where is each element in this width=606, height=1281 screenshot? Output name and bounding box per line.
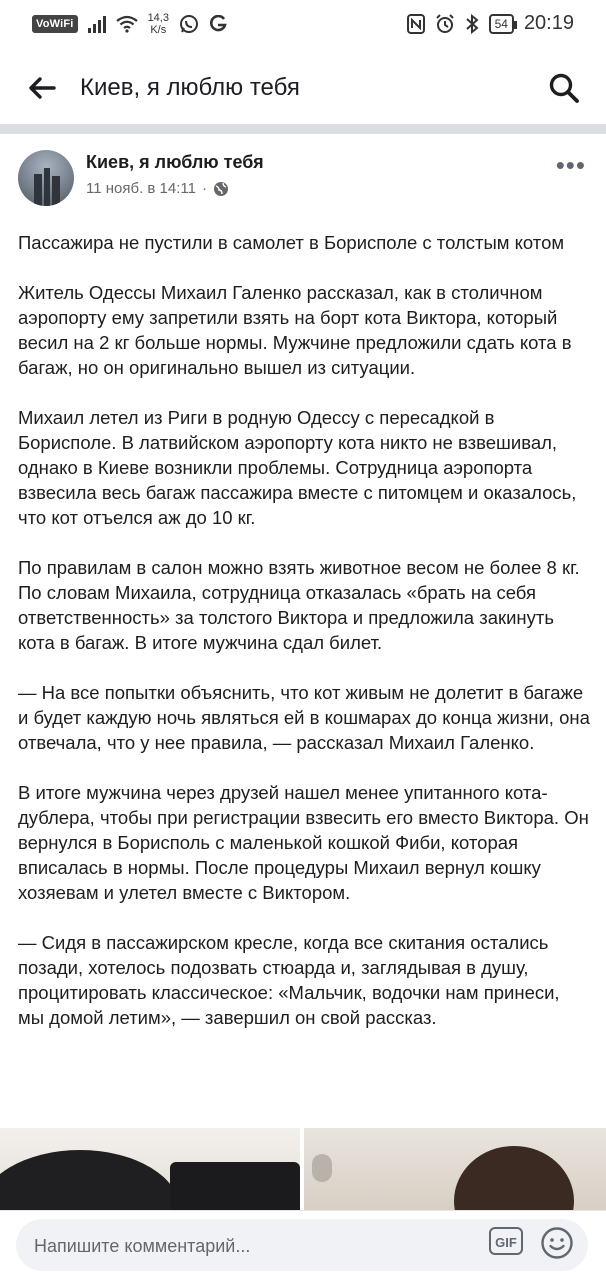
post-paragraph: По правилам в салон можно взять животное весом не более 8 кг. По словам Михаила, сотрудница отказалась «брать на себя ответственность» за толстого Виктора и предложила закинуть кота в багаж. В итоге мужчина сдал билет.	[18, 557, 580, 653]
speed-value: 14,3	[147, 12, 169, 24]
meta-separator-icon: ·	[201, 180, 207, 197]
post-photo[interactable]	[304, 1128, 606, 1210]
post-photo[interactable]	[0, 1128, 300, 1210]
post-paragraph: — На все попытки объяснить, что кот живым не долетит в багаже и будет каждую ночь являться ей в кошмарах до конца жизни, она отвечала, что у нее правила, — рассказал Михаил Галенко.	[18, 682, 590, 753]
toolbar	[0, 52, 606, 124]
globe-icon	[213, 181, 229, 197]
post-paragraph: В итоге мужчина через друзей нашел менее упитанного кота-дублера, чтобы при регистрации взвесить его вместо Виктора. Он вернулся в Борисполь с маленькой кошкой Фиби, которая вписалась в нормы. После процедуры Михаил вернул кошку хозяевам и улетел вместе с Виктором.	[18, 782, 589, 903]
search-icon[interactable]	[546, 70, 582, 106]
post-paragraph: Житель Одессы Михаил Галенко рассказал, как в столичном аэропорту ему запретили взять на борт кота Виктора, который весил на 2 кг больше нормы. Мужчине предложили сдать кота в багаж, но он оригинально вышел из ситуации.	[18, 282, 572, 378]
wifi-icon	[116, 15, 138, 33]
post-paragraph: — Сидя в пассажирском кресле, когда все скитания остались позади, хотелось подозвать стюарда и, заглядывая в душу, процитировать классическое: «Мальчик, водочки нам принеси, мы домой летим», — завершил он свой рассказ.	[18, 932, 560, 1028]
google-icon	[209, 15, 227, 33]
post-body	[18, 230, 590, 1055]
gif-button[interactable]: GIF	[489, 1227, 523, 1255]
post-meta	[86, 180, 229, 197]
vowifi-indicator: VoWiFi	[32, 15, 78, 33]
section-divider	[0, 124, 606, 134]
status-bar	[0, 0, 606, 52]
network-speed	[148, 12, 169, 36]
alarm-icon	[435, 14, 455, 34]
post-author-name[interactable]: Киев, я люблю тебя	[86, 152, 264, 172]
post-date[interactable]: 11 нояб. в 14:11	[86, 180, 196, 197]
more-options-icon[interactable]: •••	[555, 150, 586, 180]
comment-placeholder[interactable]: Напишите комментарий...	[34, 1236, 251, 1256]
bluetooth-icon	[465, 14, 479, 34]
avatar[interactable]	[18, 150, 74, 206]
page-title: Киев, я люблю тебя	[80, 74, 300, 101]
whatsapp-icon	[179, 14, 199, 34]
signal-icon	[88, 15, 106, 33]
post-paragraph: Пассажира не пустили в самолет в Борисполе с толстым котом	[18, 232, 565, 253]
back-arrow-icon[interactable]	[24, 70, 60, 106]
clock: 20:19	[523, 12, 574, 34]
post-paragraph: Михаил летел из Риги в родную Одессу с пересадкой в Борисполе. В латвийском аэропорту кота никто не взвешивал, однако в Киеве возникли проблемы. Сотрудница аэропорта взвесила весь багаж пассажира вместе с питомцем и оказалось, что кот отъелся аж до 10 кг.	[18, 407, 577, 528]
emoji-icon[interactable]	[540, 1226, 574, 1260]
post-photos	[0, 1128, 606, 1210]
nfc-icon	[407, 14, 425, 34]
battery-icon: 54	[489, 14, 514, 34]
speed-unit: K/s	[150, 24, 167, 36]
